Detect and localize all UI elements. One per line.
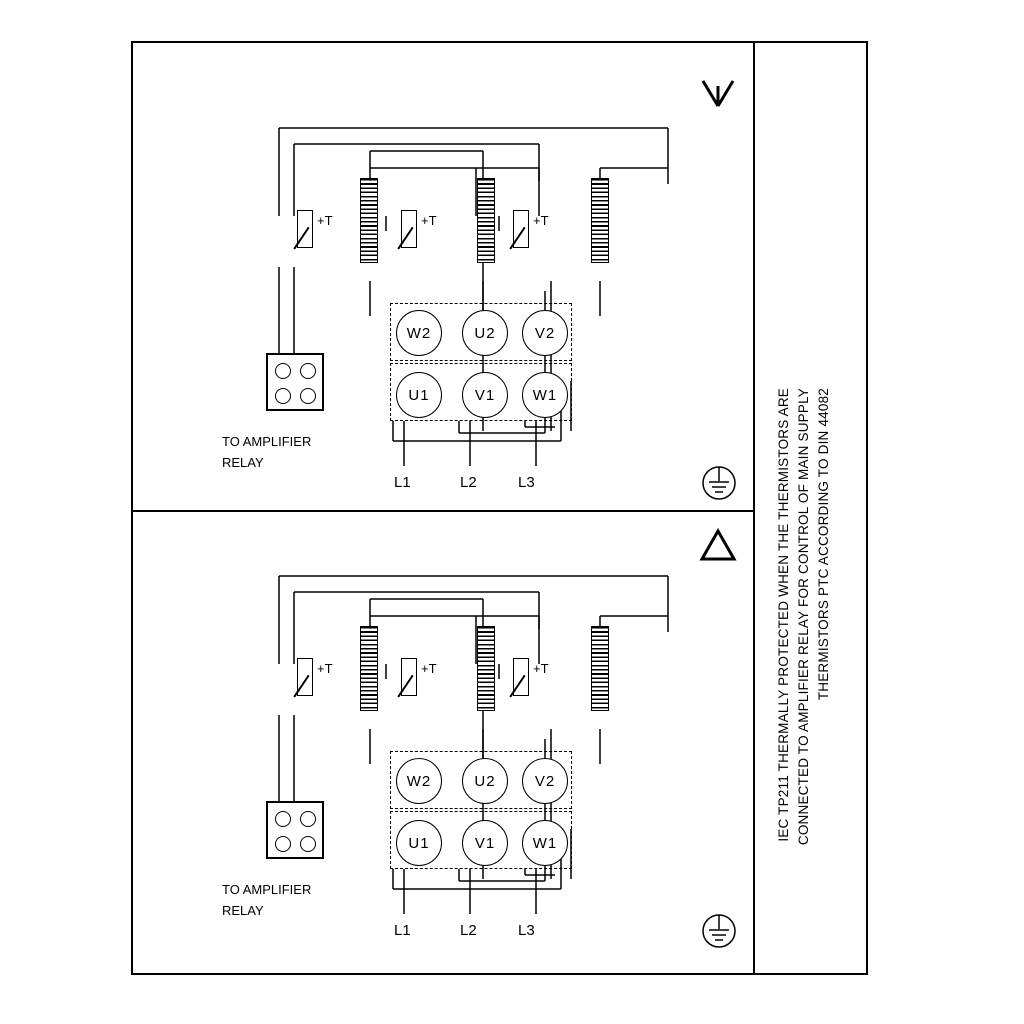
amplifier-connector[interactable] bbox=[266, 353, 324, 411]
supply-label-l3: L3 bbox=[518, 474, 535, 491]
terminal-u1[interactable]: U1 bbox=[396, 820, 442, 866]
winding-coil-1 bbox=[360, 626, 378, 711]
terminal-u2[interactable]: U2 bbox=[462, 310, 508, 356]
terminal-u2[interactable]: U2 bbox=[462, 758, 508, 804]
thermistor-label-2: +T bbox=[421, 213, 437, 228]
connector-pin-4 bbox=[300, 388, 316, 404]
supply-label-l2: L2 bbox=[460, 474, 477, 491]
supply-label-l1: L1 bbox=[394, 474, 411, 491]
thermistor-label-2: +T bbox=[421, 661, 437, 676]
terminal-v1[interactable]: V1 bbox=[462, 372, 508, 418]
terminal-w2[interactable]: W2 bbox=[396, 310, 442, 356]
amplifier-label-line1: TO AMPLIFIER bbox=[222, 882, 312, 897]
winding-coil-2 bbox=[477, 178, 495, 263]
supply-label-l3: L3 bbox=[518, 922, 535, 939]
terminal-v2[interactable]: V2 bbox=[522, 758, 568, 804]
amplifier-label-line2: RELAY bbox=[222, 455, 264, 470]
winding-coil-3 bbox=[591, 178, 609, 263]
amplifier-connector[interactable] bbox=[266, 801, 324, 859]
connector-pin-1 bbox=[275, 811, 291, 827]
thermistor-label-3: +T bbox=[533, 661, 549, 676]
connector-pin-4 bbox=[300, 836, 316, 852]
note-line-3: THERMISTORS PTC ACCORDING TO DIN 44082 bbox=[816, 388, 831, 701]
thermistor-label-1: +T bbox=[317, 213, 333, 228]
terminal-w2[interactable]: W2 bbox=[396, 758, 442, 804]
terminal-u1[interactable]: U1 bbox=[396, 372, 442, 418]
connector-pin-3 bbox=[275, 836, 291, 852]
connector-pin-3 bbox=[275, 388, 291, 404]
earth-ground-symbol bbox=[703, 915, 735, 947]
connector-pin-2 bbox=[300, 363, 316, 379]
terminal-w1[interactable]: W1 bbox=[522, 820, 568, 866]
winding-coil-1 bbox=[360, 178, 378, 263]
thermistor-label-1: +T bbox=[317, 661, 333, 676]
supply-label-l2: L2 bbox=[460, 922, 477, 939]
note-line-1: IEC TP211 THERMALLY PROTECTED WHEN THE THERMISTORS ARE bbox=[776, 388, 791, 842]
connector-pin-2 bbox=[300, 811, 316, 827]
terminal-v1[interactable]: V1 bbox=[462, 820, 508, 866]
connector-pin-1 bbox=[275, 363, 291, 379]
amplifier-label-line1: TO AMPLIFIER bbox=[222, 434, 312, 449]
terminal-w1[interactable]: W1 bbox=[522, 372, 568, 418]
star-y-symbol bbox=[703, 81, 733, 106]
amplifier-label-line2: RELAY bbox=[222, 903, 264, 918]
supply-label-l1: L1 bbox=[394, 922, 411, 939]
winding-coil-2 bbox=[477, 626, 495, 711]
delta-triangle-symbol bbox=[702, 531, 734, 559]
note-line-2: CONNECTED TO AMPLIFIER RELAY FOR CONTROL OF MAIN SUPPLY bbox=[796, 388, 811, 846]
winding-coil-3 bbox=[591, 626, 609, 711]
terminal-v2[interactable]: V2 bbox=[522, 310, 568, 356]
thermistor-label-3: +T bbox=[533, 213, 549, 228]
